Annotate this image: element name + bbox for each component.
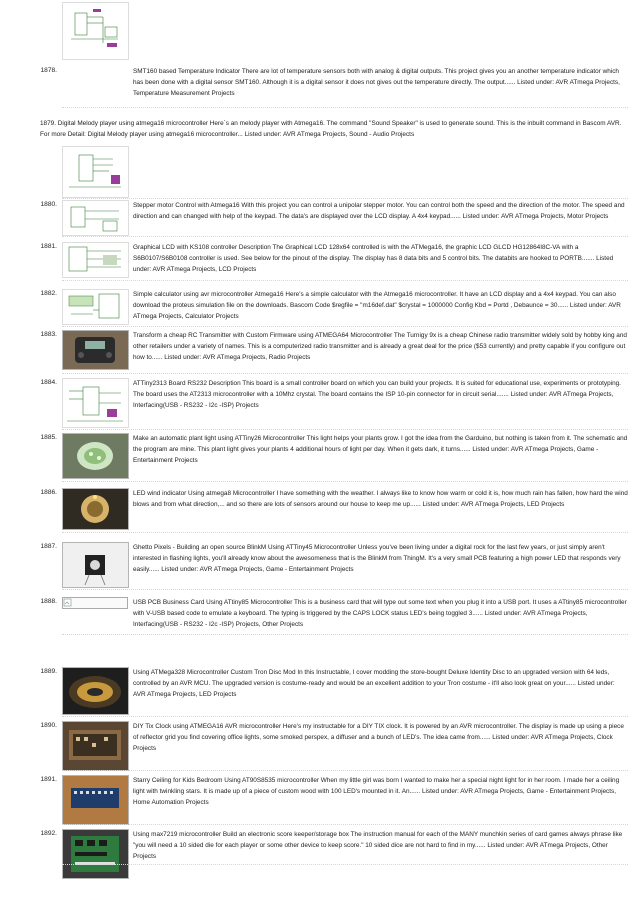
entry-number: 1892. — [40, 830, 57, 837]
entry-text[interactable]: Using max7219 microcontroller Build an electronic score keeper/storage box The instruction manual for each of the MANY munchkin series of card games always phrase like "you will need a 10 sided die for each player or some other device to keep score." 10 sided dice are not hard to find in my...... Listed under: AVR ATmega Projects, Other Projects — [133, 831, 623, 861]
entry-thumbnail[interactable] — [62, 488, 129, 530]
divider — [62, 824, 628, 825]
entry-text[interactable]: Starry Ceiling for Kids Bedroom Using AT90S8535 microcontroller When my little girl was born I wanted to make her a special night light for in her room. I made her a ceiling light with twinkling stars. It is made up of a piece of custom wood with 100 LED's mounted in it. An...... Listed under: AVR ATmega Projects, Game - Entertainment Projects, Home Automation Projects — [133, 777, 620, 807]
entry-number: 1890. — [40, 722, 57, 729]
entry-number: 1886. — [40, 489, 57, 496]
entry-thumbnail[interactable] — [62, 542, 129, 588]
entry-text[interactable]: Ghetto Pixels - Building an open source BlinkM Using ATTiny45 Microcontroller Unless you've been living under a digital rock for the last few years, or just simply aren't interested in flashing lights, you'll already know about the awesomeness that is the BlinkM from ThingM. It's a very small PCB featuring a high power LED that responds very easily...... Listed under: AVR ATmega Projects, Game - Entertainment Projects — [133, 544, 621, 574]
entry-number: 1885. — [40, 434, 57, 441]
divider — [62, 198, 628, 199]
entry-thumbnail[interactable] — [62, 2, 129, 60]
entry-text[interactable]: USB PCB Business Card Using ATtiny85 Microcontroller This is a business card that will type out some text when you plug it into a USB port. It uses a ATtiny85 microcontroller with V-USB based code to emulate a keyboard. The typing is triggered by the CAPS LOCK status LED's being toggled 3...... Listed under: AVR ATmega Projects, Interfacing(USB - RS232 - I2c -ISP) Projects, Other Projects — [133, 599, 627, 629]
divider — [62, 373, 628, 374]
divider — [62, 326, 628, 327]
divider — [62, 864, 628, 865]
divider — [62, 532, 628, 533]
entry-thumbnail[interactable] — [62, 829, 129, 879]
entry-text[interactable]: ATTiny2313 Board RS232 Description This board is a small controller board on which you can build your projects. It is suited for educational use, experiments or prototyping. The board uses the AT2313 microcontroller with a 10Mhz crystal. The board contains the ISP 10-pin connector for in circuit serial....... Listed under: AVR ATmega Projects, Interfacing(USB - RS232 - I2c -ISP) Projects — [133, 380, 621, 410]
entry-text[interactable]: LED wind indicator Using atmega8 Microcontroller I have something with the weather. I always like to know how warm or cold it is, how much rain has fallen, how hard the wind blows and from what direction,... and so there are lots of sensors around our house to keep me up...... Listed under: AVR ATmega Projects, LED Projects — [133, 490, 628, 509]
entry-number: 1888. — [40, 598, 57, 605]
entry-number: 1879. — [40, 120, 56, 127]
entry-thumbnail[interactable] — [62, 667, 129, 715]
entry-text[interactable]: Stepper motor Control with Atmega16 With this project you can control a unipolar stepper motor. You can control both the speed and the direction of the motor. The speed and direction and can changed with help of the keypad. The data's are displayed over the LCD display. A 4x4 keypad...... Listed under: AVR ATmega Projects, Motor Projects — [133, 202, 625, 221]
entry-number: 1884. — [40, 379, 57, 386]
divider — [62, 716, 628, 717]
divider — [62, 589, 628, 590]
divider — [62, 429, 628, 430]
entry-text[interactable] — [40, 118, 628, 140]
entry-thumbnail[interactable] — [62, 378, 129, 428]
divider — [62, 481, 628, 482]
entry-text[interactable]: SMT160 based Temperature Indicator There are lot of temperature sensors both with analog & digital outputs. This project gives you an another temperature indicator which has been done with a digital sensor SMT160. Although it is a digital sensor it does not gives out the temperature directly. The output...... Listed under: AVR ATmega Projects, Temperature Measurement Projects — [133, 68, 620, 98]
entry-thumbnail[interactable] — [62, 146, 129, 198]
entry-thumbnail[interactable] — [62, 775, 129, 825]
entry-thumbnail[interactable] — [62, 721, 129, 771]
entry-text[interactable]: DIY Tix Clock using ATMEGA16 AVR microcontroller Here's my instructable for a DIY TIX clock. It is powered by an AVR microcontroller. The display is made up using a piece of reflector grid you find covering office lights, some smoked perspex, a diffuser and a bunch of LED's. The idea came from...... Listed under: AVR ATmega Projects, Clock Projects — [133, 723, 624, 753]
entry-thumbnail[interactable] — [62, 330, 129, 370]
entry-number: 1881. — [40, 243, 57, 250]
divider — [62, 280, 628, 281]
entry-thumbnail[interactable] — [62, 242, 129, 278]
entry-thumbnail[interactable] — [62, 289, 129, 325]
entry-number: 1891. — [40, 776, 57, 783]
entry-number: 1878. — [40, 67, 57, 74]
divider — [62, 634, 628, 635]
entry-text[interactable]: Graphical LCD with KS108 controller Description The Graphical LCD 128x64 controlled is with the ATMega16, the graphic LCD GLCD HG12864I8C-VA with a S6B0107/S6B0108 controller is used. See below for the pinout of the display. The display has 8 data bits and 5 control bits. The databits are hooked to PORTB....... Listed under: AVR ATmega Projects, LCD Projects — [133, 244, 614, 274]
entry-text[interactable]: Transform a cheap RC Transmitter with Custom Firmware using ATMEGA64 Microcontroller The Turnigy 9x is a cheap Chinese radio transmitter widely sold by hobby king and other retailers under a variety of names. This is a computerized radio transmitter and is already a great deal for the price ($53 currently) and pretty capable if you configure out how to...... Listed under: AVR ATmega Projects, Radio Projects — [133, 332, 627, 362]
divider — [62, 107, 628, 108]
entry-text[interactable]: Using ATMega328 Microcontroller Custom Tron Disc Mod In this Instructable, I cover modding the store-bought Deluxe Identity Disc to an upgraded version with 64 leds, controlled by an AVR MCU. The upgraded version is costume-ready and would be an excellent addition to your Tron costume - it'll also look great on your...... Listed under: AVR ATmega Projects, LED Projects — [133, 669, 615, 699]
entry-number: 1882. — [40, 290, 57, 297]
divider — [62, 236, 628, 237]
entry-number: 1887. — [40, 543, 57, 550]
divider — [62, 770, 628, 771]
entry-number: 1883. — [40, 331, 57, 338]
entry-thumbnail[interactable] — [62, 200, 129, 236]
entry-text[interactable]: Make an automatic plant light using ATTiny26 Microcontroller This light helps your plants grow. I got the idea from the Garduino, but nothing is taken from it. The schematic and the program are mine. This plant light gives your plants 4 additional hours of light per day. When it gets dark, it turns...... Listed under: AVR ATmega Projects, Game - Entertainment Projects — [133, 435, 628, 465]
entry-thumbnail[interactable] — [62, 433, 129, 479]
entry-text[interactable]: Simple calculator using avr microcontroller Atmega16 Here's a simple calculator with the Atmega16 microcontroller. It have an LCD display and a 4x4 keypad. You can also download the proteus simulation file on the downloads. Bascom Code $regfile = "m16def.dat" $crystal = 1000000 Config Kbd = Portd , Debaunce = 30...... Listed under: AVR ATmega Projects, Calculator Projects — [133, 291, 621, 321]
broken-image-icon[interactable] — [62, 597, 128, 609]
entry-number: 1880. — [40, 201, 57, 208]
entry-number: 1889. — [40, 668, 57, 675]
entry-body: Digital Melody player using atmega16 microcontroller Here`s an melody player with Atmega16. The command "Sound Speaker" is used to generate sound. This is the inbuilt command in Bascom AVR. For more Detail: Digital Melody player using atmega16 microcontroller... Listed under: AVR ATmega Projects, Sound - Audio Projects — [40, 120, 622, 139]
